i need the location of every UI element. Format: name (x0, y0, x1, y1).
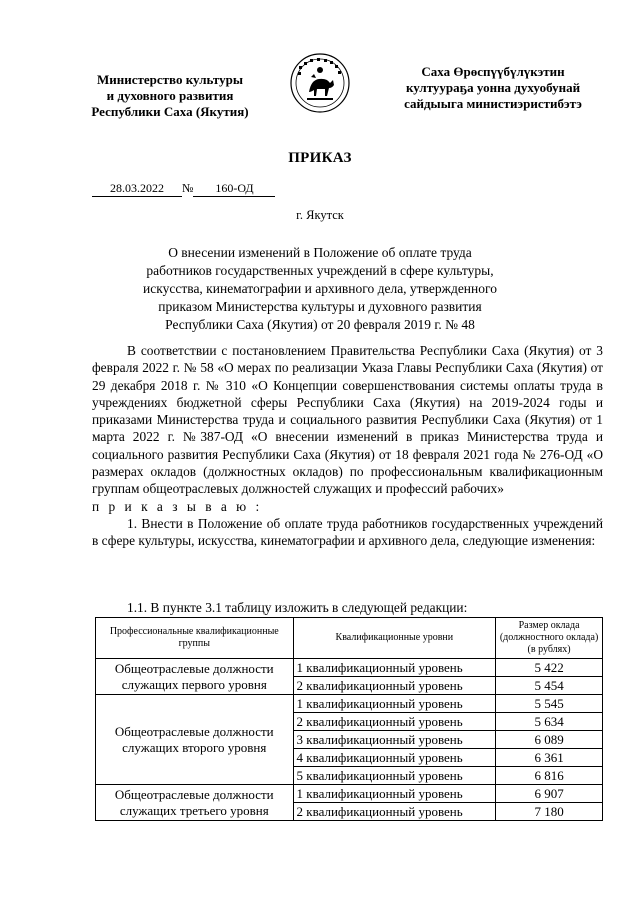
coat-of-arms-icon (289, 52, 351, 114)
subject-line: искусства, кинематографии и архивного дела, утвержденного (143, 281, 497, 296)
ministry-name-line: сайдыыга министиэристибэтэ (404, 96, 582, 111)
order-body (92, 342, 603, 550)
group-name: Общеотраслевые должности служащих первого уровня (96, 659, 294, 695)
header-level: Квалификационные уровни (293, 618, 496, 659)
salary-cell: 6 816 (496, 767, 603, 785)
level-cell: 4 квалификационный уровень (293, 749, 496, 767)
order-word: п р и к а з ы в а ю : (92, 498, 263, 514)
salary-cell: 5 634 (496, 713, 603, 731)
salary-cell: 7 180 (496, 803, 603, 821)
subject-line: Республики Саха (Якутия) от 20 февраля 2019 г. № 48 (165, 317, 475, 332)
salary-cell: 5 422 (496, 659, 603, 677)
salary-table (95, 617, 603, 821)
salary-cell: 6 361 (496, 749, 603, 767)
level-cell: 1 квалификационный уровень (293, 785, 496, 803)
header-salary: Размер оклада (должностного оклада) (в рублях) (496, 618, 603, 659)
item-1-1-paragraph: 1.1. В пункте 3.1 таблицу изложить в следующей редакции: (127, 600, 468, 615)
header-group: Профессиональные квалификационные группы (96, 618, 294, 659)
level-cell: 3 квалификационный уровень (293, 731, 496, 749)
order-date-number (92, 181, 275, 197)
ministry-name-line: Саха Өрөспүүбүлүкэтин (421, 64, 565, 79)
order-date: 28.03.2022 (92, 181, 182, 197)
level-cell: 2 квалификационный уровень (293, 677, 496, 695)
order-subject (100, 244, 540, 334)
level-cell: 1 квалификационный уровень (293, 659, 496, 677)
subject-line: приказом Министерства культуры и духовного развития (158, 299, 482, 314)
order-number: 160-ОД (193, 181, 275, 197)
level-cell: 2 квалификационный уровень (293, 803, 496, 821)
ministry-name-russian (70, 72, 270, 120)
ministry-name-line: Министерство культуры (97, 72, 243, 87)
document-title: ПРИКАЗ (288, 150, 352, 166)
table-row (96, 659, 603, 677)
group-name: Общеотраслевые должности служащих третьего уровня (96, 785, 294, 821)
ministry-name-line: Республики Саха (Якутия) (91, 104, 249, 119)
item-1-paragraph: 1. Внести в Положение об оплате труда работников государственных учреждений в сфере культуры, искусства, кинематографии и архивного дела, следующие изменения: (92, 515, 603, 549)
salary-cell: 5 454 (496, 677, 603, 695)
salary-cell: 5 545 (496, 695, 603, 713)
ministry-name-line: култуураҕа уонна духуобунай (405, 80, 581, 95)
ministry-name-line: и духовного развития (106, 88, 234, 103)
city: г. Якутск (296, 208, 344, 222)
table-row (96, 695, 603, 713)
level-cell: 1 квалификационный уровень (293, 695, 496, 713)
table-header-row (96, 618, 603, 659)
table-row (96, 785, 603, 803)
level-cell: 5 квалификационный уровень (293, 767, 496, 785)
preamble-paragraph: В соответствии с постановлением Правительства Республики Саха (Якутия) от 3 февраля 2022 г. № 58 «О мерах по реализации Указа Главы Республики Саха (Якутия) от 29 декабря 2018 г. № 310 «О Концепции совершенствования системы оплаты труда в учреждениях бюджетной сферы Республики Саха (Якутия) на 2019-2024 годы и приказами Министерства труда и социального развития Республики Саха (Якутия) от 1 марта 2022 г. №387-ОД «О внесении изменений в приказ Министерства труда и социального развития Республики Саха (Якутия) от 18 февраля 2021 года № 276-ОД «О размерах окладов (должностных окладов) по профессиональным квалификационным группам общеотраслевых должностей служащих и профессий рабочих» (92, 343, 603, 497)
level-cell: 2 квалификационный уровень (293, 713, 496, 731)
salary-cell: 6 089 (496, 731, 603, 749)
group-name: Общеотраслевые должности служащих второго уровня (96, 695, 294, 785)
subject-line: О внесении изменений в Положение об оплате труда (168, 245, 472, 260)
subject-line: работников государственных учреждений в сфере культуры, (146, 263, 494, 278)
salary-cell: 6 907 (496, 785, 603, 803)
number-sign: № (182, 181, 194, 195)
ministry-name-yakut (378, 64, 608, 112)
